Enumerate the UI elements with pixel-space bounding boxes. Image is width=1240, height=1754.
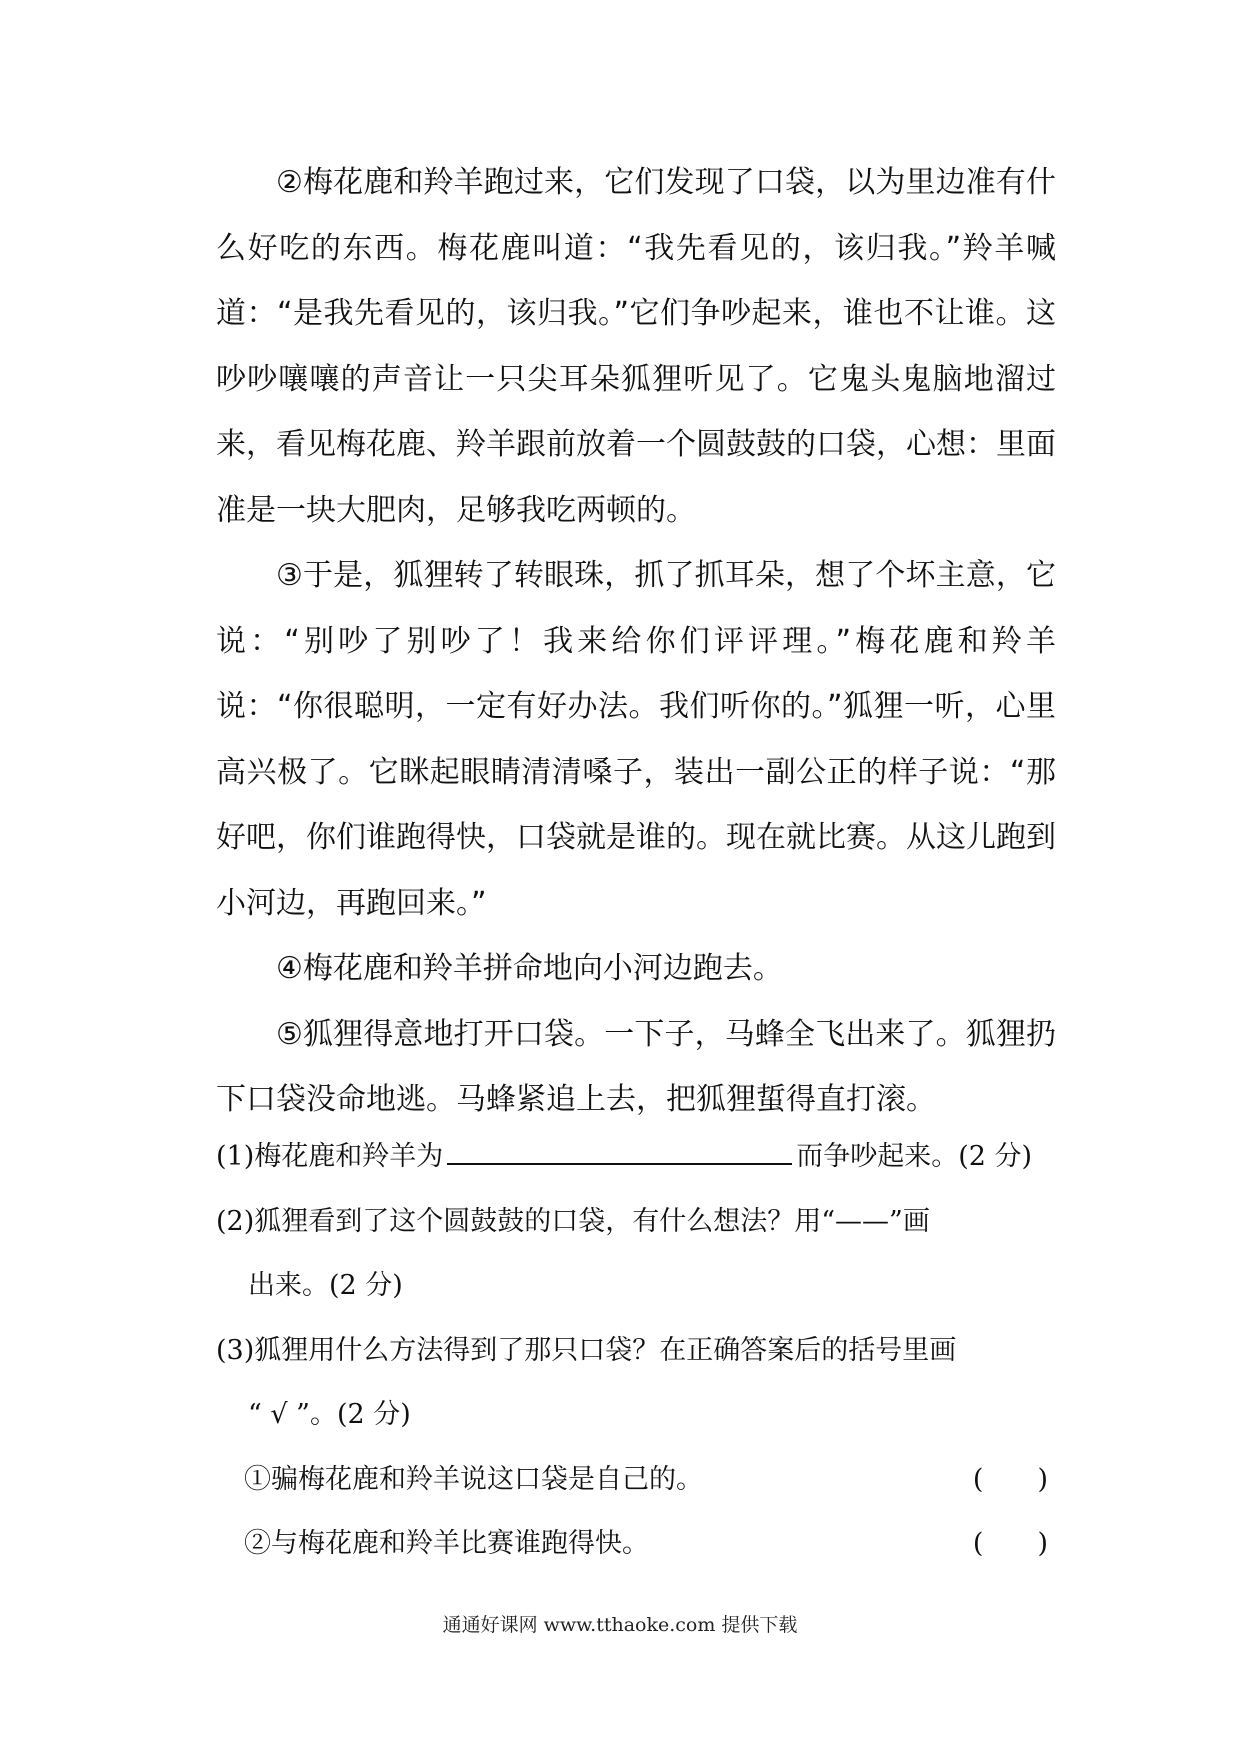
paragraph-5: ⑤狐狸得意地打开口袋。一下子，马蜂全飞出来了。狐狸扔下口袋没命地逃。马蜂紧追上去，把狐狸蜇得直打滚。 (216, 1016, 1056, 1117)
option-1 (216, 1448, 1056, 1513)
paragraph-4: ④梅花鹿和羚羊拼命地向小河边跑去。 (276, 951, 783, 986)
option-1-text: ①骗梅花鹿和羚羊说这口袋是自己的。 (244, 1463, 703, 1495)
question-3 (216, 1319, 1056, 1577)
option-1-answer-parentheses[interactable]: ( ) (972, 1463, 1048, 1495)
page-footer: 通通好课网 www.tthaoke.com 提供下载 (442, 1614, 798, 1636)
option-2-text: ②与梅花鹿和羚羊比赛谁跑得快。 (244, 1528, 649, 1559)
question-3-line-1: (3)狐狸用什么方法得到了那只口袋？在正确答案后的括号里画 (216, 1334, 957, 1366)
question-section (216, 1125, 1056, 1577)
paragraph-3: ③于是，狐狸转了转眼珠，抓了抓耳朵，想了个坏主意，它说：“别吵了别吵了！我来给你们评评理。”梅花鹿和羚羊说：“你很聪明，一定有好办法。我们听你的。”狐狸一听，心里高兴极了。它眯起眼睛清清嗓子，装出一副公正的样子说：“那好吧，你们谁跑得快，口袋就是谁的。现在就比赛。从这儿跑到小河边，再跑回来。” (216, 558, 1056, 921)
question-1-suffix: 而争吵起来。(2 分) (796, 1141, 1033, 1172)
question-1-prompt: (1)梅花鹿和羚羊为 (216, 1141, 444, 1172)
question-3-line-2: “ √ ”。(2 分) (248, 1399, 411, 1430)
option-2-answer-parentheses[interactable]: ( ) (972, 1528, 1048, 1559)
question-2-line-1: (2)狐狸看到了这个圆鼓鼓的口袋，有什么想法？用“——”画 (216, 1205, 930, 1237)
question-1 (216, 1125, 1056, 1190)
paragraph-2: ②梅花鹿和羚羊跑过来，它们发现了口袋，以为里边准有什么好吃的东西。梅花鹿叫道：“我先看见的，该归我。”羚羊喊道：“是我先看见的，该归我。”它们争吵起来，谁也不让谁。这吵吵嚷嚷的声音让一只尖耳朵狐狸听见了。它鬼头鬼脑地溜过来，看见梅花鹿、羚羊跟前放着一个圆鼓鼓的口袋，心想：里面准是一块大肥肉，足够我吃两顿的。 (216, 165, 1056, 528)
answer-blank[interactable] (447, 1141, 792, 1165)
reading-passage (216, 150, 1056, 1133)
option-2 (216, 1512, 1056, 1577)
question-2 (216, 1190, 1056, 1319)
question-2-line-2: 出来。(2 分) (248, 1270, 403, 1301)
